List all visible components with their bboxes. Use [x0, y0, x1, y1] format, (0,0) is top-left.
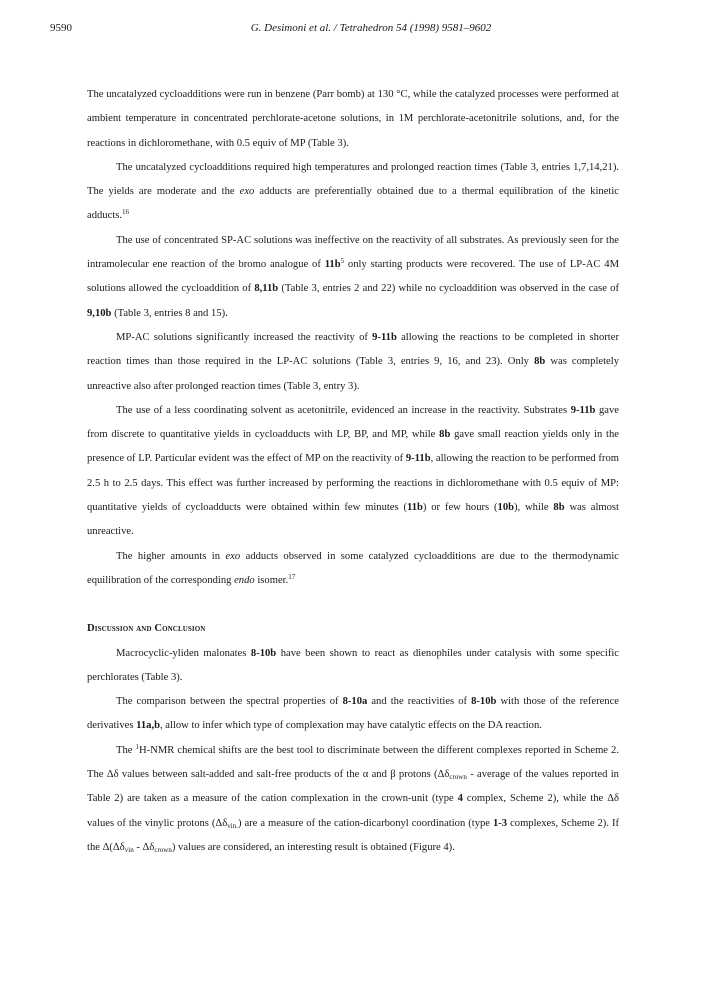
section-gap — [87, 593, 619, 617]
p9-subscript-vin-2: vin — [124, 845, 134, 854]
p9-text-a: H-NMR chemical shifts are the best tool to discriminate between the different complexes reported in Scheme 2. The Δδ values between salt-added and salt-free products of the α and β protons (Δδ — [87, 744, 619, 781]
p9-subscript-crown: crown — [449, 773, 467, 782]
p6-text-e: isomer. — [254, 574, 289, 586]
p6-text-c: adducts observed in some catalyzed cycloadditions are due to the thermodynamic equilibration of the corresponding — [87, 550, 619, 586]
p2-text-a: The uncatalyzed cycloadditions required high temperatures and prolonged reaction times (Table 3, entries 1,7,14,21). The yields are moderate and the — [87, 161, 619, 198]
p9-text-d: complex, Scheme 2), while the Δδ values of the vinylic protons (Δδ — [87, 793, 619, 829]
paragraph-8 — [87, 690, 619, 739]
p5-compound-9-11b: 9-11b — [570, 404, 596, 416]
p8-text-g: , allow to infer which type of complexation may have catalytic effects on the DA reaction. — [160, 720, 542, 732]
p8-compound-11ab: 11a,b — [136, 720, 160, 732]
p3-compound-11b: 11b — [324, 259, 341, 271]
p5-compound-8b-second: 8b — [553, 502, 565, 514]
p9-text-g: complexes, Scheme 2). If the Δ(Δδ — [87, 817, 620, 853]
p8-text-e: with those of the reference derivatives — [87, 696, 619, 732]
paragraph-3 — [87, 229, 619, 326]
section-heading: Discussion and Conclusion — [87, 623, 206, 635]
p3-text-a: The use of concentrated SP-AC solutions was ineffective on the reactivity of all substrates. As previously seen for the intramolecular ene reaction of the bromo analogue of — [87, 234, 619, 271]
p5-text-k: ), while — [514, 502, 554, 514]
p5-text-m: was almost unreactive. — [87, 502, 619, 538]
p5-text-a: The use of a less coordinating solvent as acetonitrile, evidenced an increase in the reactivity. Substrates — [116, 404, 571, 416]
p3-text-e: (Table 3, entries 2 and 22) while no cycloaddition was observed in the case of — [278, 283, 620, 295]
p3-reference: 5 — [340, 257, 345, 266]
page-number: 9590 — [50, 22, 72, 34]
p7-text-a: Macrocyclic-yliden malonates — [116, 647, 251, 659]
paragraph-2 — [87, 156, 619, 229]
p5-compound-11b: 11b — [407, 502, 423, 514]
p4-compound-9-11b: 9-11b — [372, 331, 397, 343]
body-text — [87, 83, 619, 860]
p4-text-e: was completely unreactive also after prolonged reaction times (Table 3, entry 3). — [87, 356, 620, 392]
p8-compound-8-10b: 8-10b — [471, 696, 497, 708]
p6-italic-exo: exo — [225, 550, 241, 562]
p6-text-a: The higher amounts in — [116, 550, 226, 562]
p9-type-1-3: 1-3 — [492, 817, 508, 829]
p9-text-pre: The — [116, 744, 136, 756]
p6-italic-endo: endo — [234, 574, 255, 586]
p6-reference: 17 — [288, 572, 296, 581]
p7-compound-8-10b: 8-10b — [250, 647, 277, 659]
p9-text-e: ) are a measure of the cation-dicarbonyl coordination (type — [237, 817, 493, 829]
p4-text-c: allowing the reactions to be completed in shorter reaction times than those required in the LP-AC solutions (Table 3, entries 9, 16, and 23). Only — [87, 331, 619, 368]
paragraph-5 — [87, 399, 619, 545]
p4-text-a: MP-AC solutions significantly increased the reactivity of — [116, 331, 373, 343]
paragraph-1 — [87, 83, 619, 156]
p9-superscript-1: 1 — [135, 742, 140, 751]
p5-text-c: gave from discrete to quantitative yields in cycloadducts with LP, BP, and MP, while — [87, 404, 619, 441]
running-head: G. Desimoni et al. / Tetrahedron 54 (1998) 9581–9602 — [250, 22, 492, 34]
p5-text-g: , allowing the reaction to be performed from 2.5 h to 2.5 days. This effect was further increased by performing the reactions in dichloromethane with 0.5 equiv of MP: quantitative yields of cycloadducts were obtained within few minutes ( — [87, 453, 619, 514]
paragraph-1-text: The uncatalyzed cycloadditions were run in benzene (Parr bomb) at 130 °C, while the catalyzed processes were performed at ambient temperature in concentrated perchlorate-acetone solutions, in 1M perchlorate-acetonitrile solutions, and, for the reactions in dichloromethane, with 0.5 equiv of MP (Table 3). — [87, 89, 619, 149]
p8-text-a: The comparison between the spectral properties of — [116, 696, 343, 708]
p3-compound-9-10b: 9,10b — [87, 307, 112, 319]
p5-text-i: ) or few hours ( — [422, 502, 498, 514]
paragraph-7 — [87, 642, 619, 691]
p7-text-c: have been shown to react as dienophiles under catalysis with some specific perchlorates (Table 3). — [87, 647, 619, 683]
p8-compound-8-10a: 8-10a — [342, 696, 368, 708]
paragraph-9 — [87, 739, 619, 860]
p3-compound-8-11b: 8,11b — [254, 283, 279, 295]
p5-compound-10b: 10b — [497, 502, 515, 514]
p9-text-b: - average of the values reported in Table 2) are taken as a measure of the cation complexation in the crown-unit (type — [87, 769, 619, 805]
p3-text-c: only starting products were recovered. The use of LP-AC 4M solutions allowed the cycloaddition of — [87, 259, 619, 295]
p5-compound-8b: 8b — [439, 429, 451, 441]
p9-subscript-vin: vin. — [227, 821, 238, 830]
p9-type-4: 4 — [457, 793, 463, 805]
p2-reference: 16 — [122, 208, 130, 217]
paragraph-6 — [87, 545, 619, 594]
p3-text-g: (Table 3, entries 8 and 15). — [111, 307, 228, 319]
p9-text-i: ) values are considered, an interesting result is obtained (Figure 4). — [171, 841, 455, 853]
page-header — [50, 22, 670, 38]
p5-text-e: gave small reaction yields only in the presence of LP. Particular evident was the effect of MP on the reactivity of — [87, 429, 619, 465]
p9-subscript-crown-2: crown — [154, 845, 172, 854]
p9-text-h: - Δδ — [133, 841, 155, 853]
p4-compound-8b: 8b — [534, 356, 546, 368]
p5-compound-9-11b-second: 9-11b — [405, 453, 431, 465]
p2-text-c: adducts are preferentially obtained due to a thermal equilibration of the kinetic adducts. — [87, 186, 619, 222]
p8-text-c: and the reactivities of — [367, 696, 472, 708]
p2-italic-exo: exo — [239, 186, 255, 198]
paragraph-4 — [87, 326, 619, 399]
